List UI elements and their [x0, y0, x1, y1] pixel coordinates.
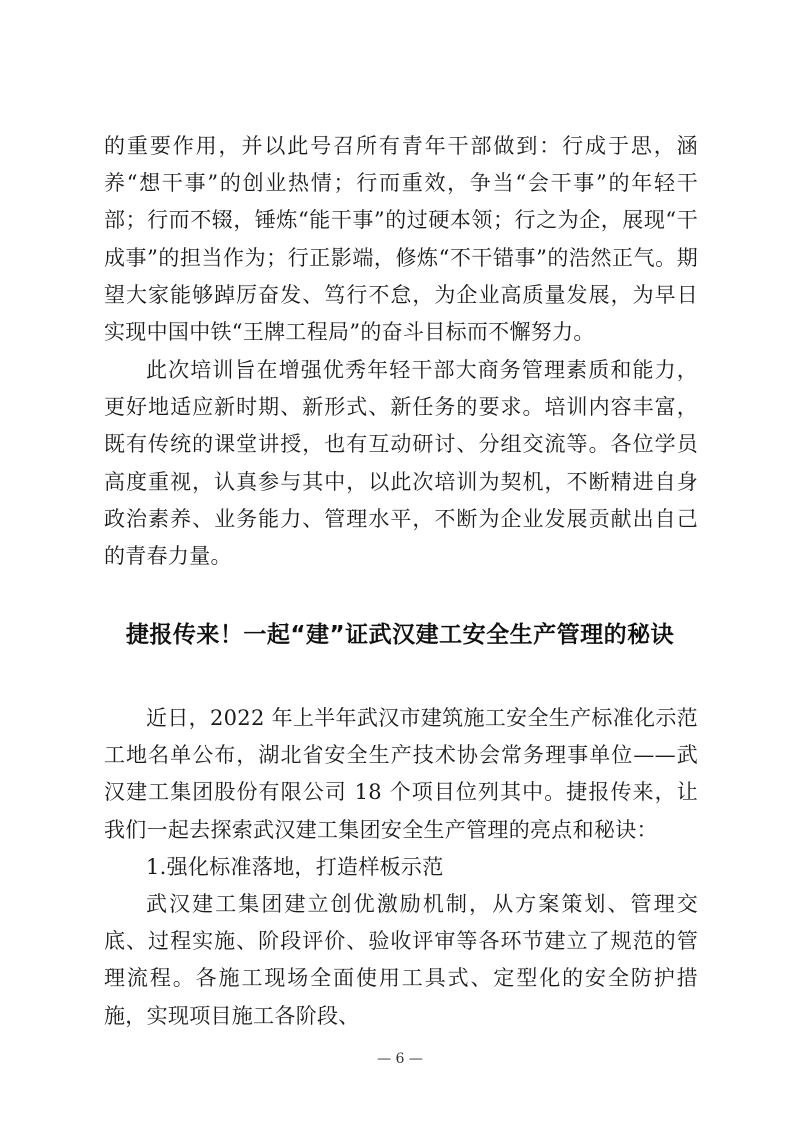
article-intro-paragraph: 近日，2022 年上半年武汉市建筑施工安全生产标准化示范工地名单公布，湖北省安全生产技术协会常务理事单位——武汉建工集团股份有限公司 18 个项目位列其中。捷报传来，让我们一起去探索武汉建工集团安全生产管理的亮点和秘诀：: [104, 706, 698, 842]
training-block: [104, 352, 698, 575]
page-number: — 6 —: [377, 1051, 423, 1067]
article-title: 捷报传来！一起“建”证武汉建工安全生产管理的秘诀: [125, 622, 675, 648]
section-1-body: 武汉建工集团建立创优激励机制，从方案策划、管理交底、过程实施、阶段评价、验收评审等各环节建立了规范的管理流程。各施工现场全面使用工具式、定型化的安全防护措施，实现项目施工各阶段、: [104, 892, 698, 1028]
training-paragraph: 此次培训旨在增强优秀年轻干部大商务管理素质和能力，更好地适应新时期、新形式、新任务的要求。培训内容丰富，既有传统的课堂讲授，也有互动研讨、分组交流等。各位学员高度重视，认真参与其中，以此次培训为契机，不断精进自身政治素养、业务能力、管理水平，不断为企业发展贡献出自己的青春力量。: [104, 358, 698, 569]
article-body: [104, 700, 698, 1035]
continuation-paragraph: 的重要作用，并以此号召所有青年干部做到：行成于思，涵养“想干事”的创业热情；行而重效，争当“会干事”的年轻干部；行而不辍，锤炼“能干事”的过硬本领；行之为企，展现“干成事”的担当作为；行正影端，修炼“不干错事”的浩然正气。期望大家能够踔厉奋发、笃行不怠，为企业高质量发展，为早日实现中国中铁“王牌工程局”的奋斗目标而不懈努力。: [104, 134, 698, 345]
section-1-heading: 1.强化标准落地，打造样板示范: [146, 854, 444, 879]
continuation-block: [104, 128, 698, 351]
